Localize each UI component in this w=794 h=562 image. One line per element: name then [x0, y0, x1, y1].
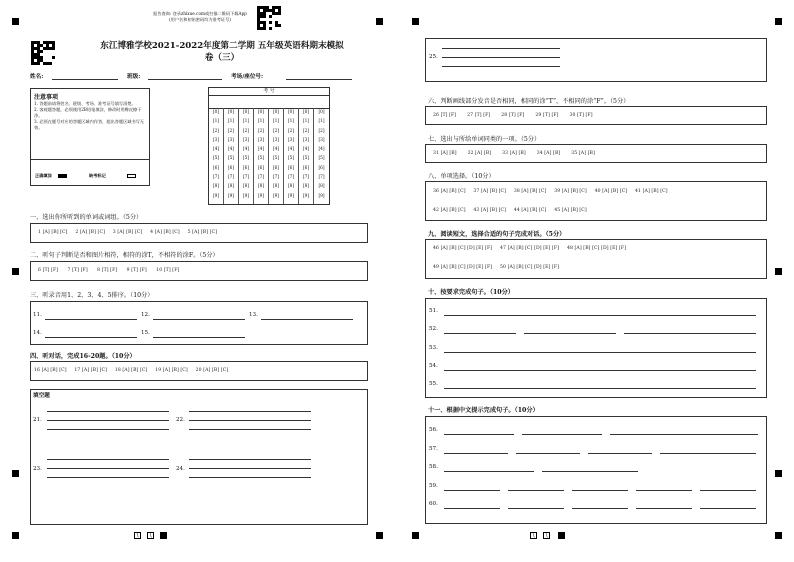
q24-line-1[interactable]: [189, 459, 311, 460]
q51-label: 51.: [429, 308, 438, 314]
q60-field-4[interactable]: [636, 508, 692, 509]
exam-id-bubble[interactable]: [7]: [287, 175, 295, 181]
missing-mark-checkbox[interactable]: [127, 174, 136, 178]
q25-line-1[interactable]: [442, 48, 560, 49]
exam-id-bubble[interactable]: [8]: [227, 184, 235, 190]
exam-id-bubble[interactable]: [8]: [302, 184, 310, 190]
q22-label: 22.: [176, 417, 185, 423]
exam-id-bubble[interactable]: [3]: [242, 137, 250, 143]
q13-label: 13.: [249, 312, 258, 318]
exam-id-bubble[interactable]: [1]: [227, 119, 235, 125]
q56-label: 56.: [429, 427, 438, 433]
exam-id-bubble[interactable]: [3]: [227, 137, 235, 143]
q60-field-1[interactable]: [444, 508, 500, 509]
q52-field-3[interactable]: [624, 333, 756, 334]
q53-field[interactable]: [444, 352, 756, 353]
exam-id-bubble[interactable]: [6]: [302, 165, 310, 171]
exam-id-bubble[interactable]: [6]: [212, 165, 220, 171]
exam-id-bubble[interactable]: [5]: [287, 156, 295, 162]
section-2-answer-box: [30, 261, 368, 281]
correct-fill-label: 正确填涂: [35, 173, 52, 178]
registration-mark-left-lower: [12, 470, 19, 477]
q52-label: 52.: [429, 326, 438, 332]
exam-id-bubble[interactable]: [6]: [227, 165, 235, 171]
missing-mark-label: 缺考标记: [89, 173, 106, 178]
qr-code-icon: [31, 41, 55, 65]
exam-id-bubble[interactable]: [5]: [242, 156, 250, 162]
section-10-title: 十、按要求完成句子。（10分）: [428, 289, 514, 296]
q60-field-3[interactable]: [572, 508, 628, 509]
room-seat-field[interactable]: [286, 79, 352, 80]
exam-id-bubble[interactable]: [0]: [272, 110, 280, 115]
exam-id-bubble[interactable]: [1]: [272, 119, 280, 125]
exam-id-bubble[interactable]: [0]: [227, 110, 235, 115]
q23-line-3[interactable]: [47, 477, 169, 478]
exam-id-bubble[interactable]: [2]: [212, 128, 220, 134]
exam-id-bubble[interactable]: [6]: [257, 165, 265, 171]
exam-id-bubble[interactable]: [7]: [272, 175, 280, 181]
section-4-options[interactable]: 16 [A] [B] [C] 17 [A] [B] [C] 18 [A] [B] [C] 19 [A] [B] [C] 20 [A] [B] [C]: [34, 368, 229, 373]
exam-id-bubble[interactable]: [4]: [242, 147, 250, 153]
q15-field[interactable]: [153, 337, 245, 338]
notes-title: 注意事项: [34, 94, 59, 101]
exam-id-bubble[interactable]: [3]: [257, 137, 265, 143]
page-code-box: \: [134, 532, 141, 539]
q59-field-5[interactable]: [700, 490, 756, 491]
section-5-title: 填空题: [33, 393, 50, 399]
q21-line-1[interactable]: [47, 411, 169, 412]
exam-id-bubble[interactable]: [4]: [227, 147, 235, 153]
q23-line-1[interactable]: [47, 459, 169, 460]
exam-id-bubble[interactable]: [7]: [242, 175, 250, 181]
registration-mark-left-middle: [12, 268, 19, 275]
section-1-options[interactable]: 1 [A] [B] [C] 2 [A] [B] [C] 3 [A] [B] [C] 4 [A] [B] [C] 5 [A] [B] [C]: [38, 230, 218, 235]
exam-id-bubble[interactable]: [9]: [242, 193, 250, 199]
exam-title: 东江博雅学校2021-2022年度第二学期 五年级英语科期末模拟 卷（三）: [100, 41, 344, 63]
section-8-options-row-1[interactable]: 36 [A] [B] [C] 37 [A] [B] [C] 38 [A] [B] [C] 39 [A] [B] [C] 40 [A] [B] [C] 41 [A] [B] [C]: [433, 189, 668, 194]
q56-field-3[interactable]: [610, 434, 758, 435]
exam-id-bubble[interactable]: [1]: [212, 119, 220, 125]
q57-field-2[interactable]: [516, 453, 580, 454]
exam-id-bubble[interactable]: [7]: [318, 175, 325, 181]
q23-line-2[interactable]: [47, 468, 169, 469]
registration-mark-bottom-left: [12, 532, 19, 539]
section-9-title: 九、阅读短文，选择合适的句子完成对话。（5分）: [428, 231, 566, 238]
exam-id-bubble[interactable]: [7]: [257, 175, 265, 181]
registration-mark-right-lower: [775, 470, 782, 477]
exam-id-bubble[interactable]: [9]: [318, 193, 325, 199]
exam-id-bubble[interactable]: [7]: [212, 175, 220, 181]
exam-id-bubble[interactable]: [2]: [287, 128, 295, 134]
exam-id-bubble[interactable]: [2]: [242, 128, 250, 134]
exam-id-bubble[interactable]: [0]: [302, 110, 310, 115]
exam-id-bubble[interactable]: [0]: [242, 110, 250, 115]
exam-id-bubble[interactable]: [4]: [318, 147, 325, 153]
section-3-answer-box: [30, 301, 368, 345]
class-field[interactable]: [148, 79, 222, 80]
exam-id-bubble[interactable]: [5]: [212, 156, 220, 162]
exam-id-bubble[interactable]: [8]: [257, 184, 265, 190]
q25-line-2[interactable]: [442, 57, 560, 58]
exam-id-bubble[interactable]: [1]: [242, 119, 250, 125]
section-6-options[interactable]: 26 [T] [F] 27 [T] [F] 28 [T] [F] 29 [T] [F] 30 [T] [F]: [433, 113, 593, 118]
page-code-mark: [160, 532, 167, 539]
exam-id-column[interactable]: [269, 108, 284, 204]
section-11-answer-box: [425, 416, 767, 524]
exam-id-column[interactable]: [314, 108, 329, 204]
room-seat-label: 考场/座位号:: [231, 74, 264, 80]
q15-label: 15.: [141, 330, 150, 336]
q25-line-3[interactable]: [442, 66, 560, 67]
q53-label: 53.: [429, 345, 438, 351]
q22-line-2[interactable]: [189, 420, 311, 421]
exam-id-bubble[interactable]: [5]: [318, 156, 325, 162]
q57-field-4[interactable]: [660, 453, 756, 454]
exam-id-bubble[interactable]: [2]: [302, 128, 310, 134]
exam-id-bubble[interactable]: [2]: [272, 128, 280, 134]
section-8-title: 八、单项选择。（10分）: [428, 173, 495, 180]
registration-mark-right-middle: [775, 268, 782, 275]
exam-id-bubble[interactable]: [6]: [272, 165, 280, 171]
section-7-title: 七、选出与所给单词同类的一项。（5分）: [428, 136, 541, 143]
exam-id-bubble[interactable]: [6]: [318, 165, 325, 171]
q60-field-5[interactable]: [700, 508, 756, 509]
exam-id-bubble[interactable]: [6]: [242, 165, 250, 171]
q22-line-3[interactable]: [189, 429, 311, 430]
section-4-title: 四、听对话，完成16-20题。（10分）: [30, 353, 136, 360]
exam-id-bubble[interactable]: [9]: [302, 193, 310, 199]
correct-fill-sample: [58, 174, 67, 178]
exam-id-column[interactable]: [254, 108, 269, 204]
q14-label: 14.: [33, 330, 42, 336]
section-7-options[interactable]: 31 [A] [B] 32 [A] [B] 33 [A] [B] 34 [A] [B] 35 [A] [B]: [433, 151, 595, 156]
section-9-answer-box: [425, 239, 767, 279]
exam-id-column[interactable]: [224, 108, 239, 204]
q21-line-3[interactable]: [47, 429, 169, 430]
page-code-box: \: [147, 532, 154, 539]
q11-field[interactable]: [45, 319, 137, 320]
exam-id-bubble[interactable]: [3]: [302, 137, 310, 143]
exam-id-bubble[interactable]: [3]: [318, 137, 325, 143]
exam-id-bubble[interactable]: [3]: [212, 137, 220, 143]
name-field[interactable]: [52, 79, 118, 80]
exam-id-bubble[interactable]: [5]: [272, 156, 280, 162]
section-1-title: 一、选出你所听到的单词或词组。（5分）: [30, 214, 143, 221]
q52-field-1[interactable]: [444, 333, 516, 334]
registration-mark-top-left: [12, 18, 19, 25]
page-code-box: \: [543, 532, 550, 539]
q51-field[interactable]: [444, 315, 756, 316]
exam-id-bubble[interactable]: [2]: [257, 128, 265, 134]
name-label: 姓名:: [30, 74, 44, 80]
exam-id-grid: [208, 87, 330, 205]
q24-label: 24.: [176, 466, 185, 472]
exam-id-bubble[interactable]: [0]: [318, 110, 325, 115]
exam-id-bubble[interactable]: [8]: [242, 184, 250, 190]
exam-id-bubble[interactable]: [4]: [212, 147, 220, 153]
registration-mark-top-mid-left: [376, 18, 383, 25]
q59-label: 59.: [429, 483, 438, 489]
exam-id-bubble[interactable]: [5]: [257, 156, 265, 162]
exam-id-bubble[interactable]: [3]: [272, 137, 280, 143]
page-code-box: \: [530, 532, 537, 539]
exam-id-bubble[interactable]: [1]: [302, 119, 310, 125]
exam-id-bubble[interactable]: [8]: [287, 184, 295, 190]
q56-field-1[interactable]: [444, 434, 514, 435]
exam-id-bubble[interactable]: [7]: [302, 175, 310, 181]
q59-field-4[interactable]: [636, 490, 692, 491]
section-1-answer-box: [30, 223, 368, 243]
section-9-options-row-1[interactable]: 46 [A] [B] [C] [D] [E] [F] 47 [A] [B] [C] [D] [E] [F] 48 [A] [B] [C] [D] [E] [F]: [433, 246, 627, 251]
exam-id-column[interactable]: [239, 108, 254, 204]
page-code-mark: [558, 532, 565, 539]
q54-field[interactable]: [444, 370, 756, 371]
exam-id-bubble[interactable]: [4]: [287, 147, 295, 153]
registration-mark-bottom-right: [775, 532, 782, 539]
exam-id-bubble[interactable]: [3]: [287, 137, 295, 143]
section-9-options-row-2[interactable]: 49 [A] [B] [C] [D] [E] [F] 50 [A] [B] [C] [D] [E] [F]: [433, 265, 560, 270]
q24-line-3[interactable]: [189, 477, 311, 478]
exam-id-bubble[interactable]: [8]: [212, 184, 220, 190]
q21-line-2[interactable]: [47, 420, 169, 421]
exam-id-column[interactable]: [209, 108, 224, 204]
exam-id-bubble[interactable]: [9]: [227, 193, 235, 199]
notes-list: 1. 答题前请将姓名、班级、考场、准考证号填写清楚。 2. 客观题答题，必须使用2B铅笔填涂，修改时用橡皮擦干净。 3. 必须在题号对应的答题区域内作答，超出答题区域书写无效。: [34, 101, 145, 130]
notes-box: [30, 88, 150, 186]
exam-id-bubble[interactable]: [0]: [257, 110, 265, 115]
registration-mark-bottom-mid-right: [412, 532, 419, 539]
q13-field[interactable]: [261, 319, 353, 320]
exam-id-bubble[interactable]: [1]: [257, 119, 265, 125]
report-notice: 报告查询: 登录zhixue.com或扫描二维码下载App (用户名和初始密码均为准考证号): [153, 11, 247, 22]
q55-field[interactable]: [444, 388, 756, 389]
q12-label: 12.: [141, 312, 150, 318]
section-11-title: 十一、根据中文提示完成句子。（10分）: [428, 407, 539, 414]
q25-label: 25.: [429, 54, 438, 60]
q14-field[interactable]: [45, 337, 137, 338]
section-10-answer-box: [425, 298, 767, 398]
registration-mark-top-mid-right: [412, 18, 419, 25]
q57-field-3[interactable]: [588, 453, 652, 454]
q59-field-1[interactable]: [444, 490, 500, 491]
exam-id-bubble[interactable]: [0]: [212, 110, 220, 115]
registration-mark-bottom-mid-left: [376, 532, 383, 539]
q59-field-3[interactable]: [572, 490, 628, 491]
q60-field-2[interactable]: [508, 508, 564, 509]
exam-id-bubble[interactable]: [5]: [302, 156, 310, 162]
section-2-title: 二、听句子判断是否和图片相符，相符的涂T，不相符的涂F。（5分）: [30, 252, 219, 259]
class-label: 班级:: [127, 74, 141, 80]
section-2-options[interactable]: 6 [T] [F] 7 [T] [F] 8 [T] [F] 9 [T] [F] 10 [T] [F]: [38, 268, 180, 273]
exam-id-bubble[interactable]: [5]: [227, 156, 235, 162]
q57-field-1[interactable]: [444, 453, 508, 454]
section-8-answer-box: [425, 181, 767, 221]
exam-id-bubble[interactable]: [9]: [212, 193, 220, 199]
q23-label: 23.: [33, 466, 42, 472]
exam-id-bubble[interactable]: [9]: [287, 193, 295, 199]
q52-field-2[interactable]: [524, 333, 616, 334]
q25-answer-box: [425, 38, 767, 82]
exam-id-bubble[interactable]: [9]: [272, 193, 280, 199]
section-4-answer-box: [30, 361, 368, 381]
section-5-answer-box: [30, 389, 368, 525]
exam-id-bubble[interactable]: [7]: [227, 175, 235, 181]
exam-id-bubble[interactable]: [4]: [302, 147, 310, 153]
q24-line-2[interactable]: [189, 468, 311, 469]
section-8-options-row-2[interactable]: 42 [A] [B] [C] 43 [A] [B] [C] 44 [A] [B] [C] 45 [A] [B] [C]: [433, 208, 587, 213]
section-7-answer-box: [425, 144, 767, 163]
q58-field-2[interactable]: [542, 471, 638, 472]
q11-label: 11.: [33, 312, 42, 318]
exam-id-label: 考 号: [209, 88, 329, 96]
exam-id-bubble[interactable]: [6]: [287, 165, 295, 171]
exam-id-bubble[interactable]: [4]: [272, 147, 280, 153]
q54-label: 54.: [429, 363, 438, 369]
q56-field-2[interactable]: [522, 434, 602, 435]
exam-id-bubble[interactable]: [8]: [318, 184, 325, 190]
q12-field[interactable]: [153, 319, 245, 320]
q59-field-2[interactable]: [508, 490, 564, 491]
exam-id-bubble[interactable]: [1]: [318, 119, 325, 125]
q22-line-1[interactable]: [189, 411, 311, 412]
registration-mark-top-right: [775, 18, 782, 25]
exam-id-bubble[interactable]: [2]: [227, 128, 235, 134]
exam-id-bubble[interactable]: [2]: [318, 128, 325, 134]
q60-label: 60.: [429, 501, 438, 507]
exam-id-bubble[interactable]: [4]: [257, 147, 265, 153]
q58-field-1[interactable]: [444, 471, 534, 472]
section-6-title: 六、判断画线部分发音是否相同，相同的涂“T”，不相同的涂“F”。（5分）: [428, 98, 630, 105]
section-6-answer-box: [425, 106, 767, 125]
exam-id-bubble[interactable]: [1]: [287, 119, 295, 125]
exam-id-bubble[interactable]: [9]: [257, 193, 265, 199]
exam-id-bubble[interactable]: [0]: [287, 110, 295, 115]
exam-id-column[interactable]: [299, 108, 314, 204]
q21-label: 21.: [33, 417, 42, 423]
q57-label: 57.: [429, 446, 438, 452]
q55-label: 55.: [429, 381, 438, 387]
qr-code-icon: [257, 6, 281, 30]
q58-label: 58.: [429, 464, 438, 470]
section-3-title: 三、听录音用1、2、3、4、5排序。（10分）: [30, 292, 154, 299]
exam-id-column[interactable]: [284, 108, 299, 204]
exam-id-bubble[interactable]: [8]: [272, 184, 280, 190]
